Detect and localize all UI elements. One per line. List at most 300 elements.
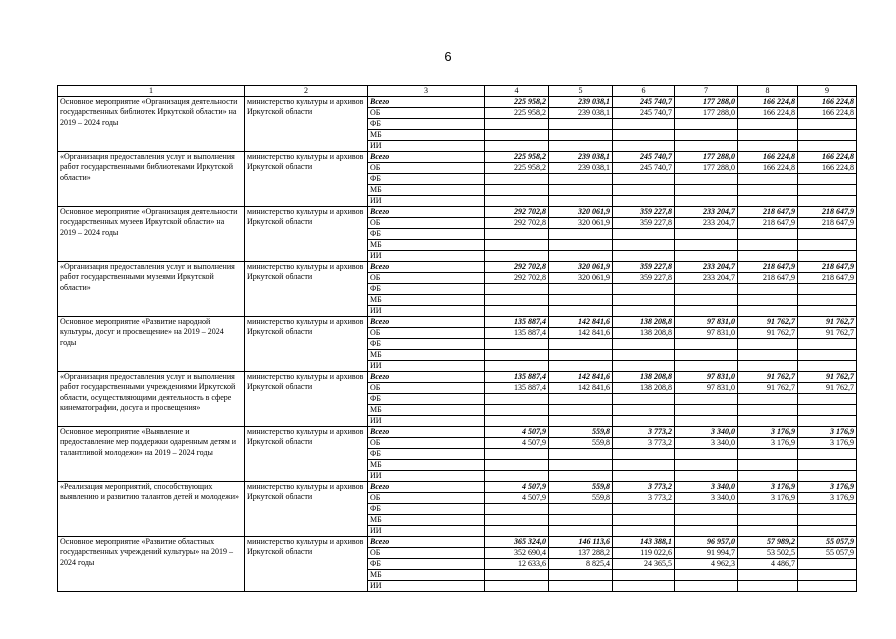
amount-cell (485, 130, 549, 141)
amount-cell (675, 504, 738, 515)
funding-source: Всего (368, 537, 485, 548)
funding-source: ИИ (368, 471, 485, 482)
amount-cell (798, 405, 857, 416)
amount-cell: 177 288,0 (675, 108, 738, 119)
amount-cell (798, 394, 857, 405)
amount-cell: 3 773,2 (613, 493, 675, 504)
amount-cell (675, 240, 738, 251)
amount-cell (613, 581, 675, 592)
funding-source: Всего (368, 262, 485, 273)
amount-cell: 142 841,6 (549, 328, 613, 339)
funding-source: Всего (368, 97, 485, 108)
amount-cell (485, 196, 549, 207)
amount-cell (738, 196, 798, 207)
funding-source: ИИ (368, 141, 485, 152)
funding-source: ОБ (368, 438, 485, 449)
amount-cell (738, 405, 798, 416)
amount-cell: 146 113,6 (549, 537, 613, 548)
amount-cell (549, 284, 613, 295)
amount-cell (613, 449, 675, 460)
amount-cell (738, 251, 798, 262)
activity-name: Основное мероприятие «Организация деятельности государственных библиотек Иркутской области» на 2019 – 2024 годы (58, 97, 245, 152)
page-number: 6 (444, 49, 452, 64)
amount-cell (549, 295, 613, 306)
amount-cell (798, 361, 857, 372)
funding-source: ИИ (368, 581, 485, 592)
amount-cell (549, 196, 613, 207)
amount-cell: 91 762,7 (798, 383, 857, 394)
amount-cell (798, 119, 857, 130)
amount-cell (549, 471, 613, 482)
amount-cell (613, 394, 675, 405)
amount-cell (675, 350, 738, 361)
funding-source: ИИ (368, 416, 485, 427)
funding-source: ФБ (368, 284, 485, 295)
amount-cell (798, 581, 857, 592)
amount-cell: 4 507,9 (485, 482, 549, 493)
amount-cell (613, 570, 675, 581)
amount-cell (798, 130, 857, 141)
table-row (58, 482, 857, 493)
amount-cell (549, 130, 613, 141)
amount-cell: 3 773,2 (613, 427, 675, 438)
amount-cell (549, 361, 613, 372)
amount-cell (798, 185, 857, 196)
funding-source: ОБ (368, 328, 485, 339)
amount-cell: 218 647,9 (798, 262, 857, 273)
amount-cell: 8 825,4 (549, 559, 613, 570)
amount-cell (549, 350, 613, 361)
amount-cell (738, 185, 798, 196)
executor-name: министерство культуры и архивов Иркутской области (245, 97, 368, 152)
amount-cell: 3 340,0 (675, 427, 738, 438)
funding-source: МБ (368, 350, 485, 361)
amount-cell (549, 306, 613, 317)
funding-source: ФБ (368, 119, 485, 130)
amount-cell: 233 204,7 (675, 273, 738, 284)
amount-cell: 218 647,9 (738, 218, 798, 229)
amount-cell (798, 229, 857, 240)
amount-cell: 3 176,9 (738, 438, 798, 449)
executor-name: министерство культуры и архивов Иркутской области (245, 152, 368, 207)
funding-source: ОБ (368, 493, 485, 504)
funding-source: МБ (368, 130, 485, 141)
amount-cell: 559,8 (549, 482, 613, 493)
amount-cell: 135 887,4 (485, 383, 549, 394)
funding-source: ОБ (368, 383, 485, 394)
amount-cell: 3 176,9 (798, 427, 857, 438)
column-number-header: 9 (798, 86, 857, 97)
amount-cell (485, 394, 549, 405)
funding-source: Всего (368, 482, 485, 493)
amount-cell: 138 208,8 (613, 317, 675, 328)
amount-cell: 233 204,7 (675, 207, 738, 218)
amount-cell (675, 581, 738, 592)
amount-cell: 3 176,9 (738, 493, 798, 504)
amount-cell: 365 324,0 (485, 537, 549, 548)
funding-source: Всего (368, 152, 485, 163)
amount-cell (549, 460, 613, 471)
amount-cell (798, 515, 857, 526)
funding-source: Всего (368, 427, 485, 438)
amount-cell: 359 227,8 (613, 207, 675, 218)
amount-cell: 166 224,8 (738, 97, 798, 108)
amount-cell: 292 702,8 (485, 207, 549, 218)
funding-source: МБ (368, 515, 485, 526)
amount-cell (738, 361, 798, 372)
amount-cell (613, 361, 675, 372)
amount-cell (613, 185, 675, 196)
amount-cell (485, 284, 549, 295)
funding-source: Всего (368, 317, 485, 328)
funding-source: ОБ (368, 218, 485, 229)
amount-cell (485, 141, 549, 152)
amount-cell (675, 471, 738, 482)
amount-cell: 97 831,0 (675, 383, 738, 394)
activity-name: Основное мероприятие «Организация деятельности государственных музеев Иркутской области» на 2019 – 2024 годы (58, 207, 245, 262)
amount-cell: 239 038,1 (549, 97, 613, 108)
budget-table (57, 85, 857, 592)
amount-cell (613, 339, 675, 350)
amount-cell: 3 176,9 (798, 482, 857, 493)
table-row (58, 207, 857, 218)
amount-cell (675, 515, 738, 526)
amount-cell (675, 460, 738, 471)
amount-cell (549, 570, 613, 581)
activity-name: «Организация предоставления услуг и выполнения работ государственными библиотеками Иркутской области» (58, 152, 245, 207)
table-row (58, 372, 857, 383)
amount-cell: 4 962,3 (675, 559, 738, 570)
funding-source: Всего (368, 207, 485, 218)
amount-cell (798, 174, 857, 185)
amount-cell: 138 208,8 (613, 383, 675, 394)
amount-cell: 138 208,8 (613, 372, 675, 383)
amount-cell (675, 196, 738, 207)
amount-cell: 3 340,0 (675, 482, 738, 493)
amount-cell (738, 284, 798, 295)
amount-cell (549, 174, 613, 185)
amount-cell (675, 339, 738, 350)
amount-cell (549, 515, 613, 526)
amount-cell: 359 227,8 (613, 273, 675, 284)
amount-cell (485, 339, 549, 350)
amount-cell (549, 251, 613, 262)
amount-cell: 24 365,5 (613, 559, 675, 570)
amount-cell: 233 204,7 (675, 262, 738, 273)
amount-cell: 91 762,7 (798, 317, 857, 328)
amount-cell (613, 229, 675, 240)
amount-cell (798, 251, 857, 262)
amount-cell: 239 038,1 (549, 152, 613, 163)
amount-cell: 57 989,2 (738, 537, 798, 548)
amount-cell: 166 224,8 (798, 97, 857, 108)
executor-name: министерство культуры и архивов Иркутской области (245, 427, 368, 482)
funding-source: ФБ (368, 174, 485, 185)
amount-cell: 3 773,2 (613, 482, 675, 493)
funding-source: МБ (368, 295, 485, 306)
funding-source: ИИ (368, 306, 485, 317)
amount-cell: 218 647,9 (738, 207, 798, 218)
amount-cell (798, 526, 857, 537)
amount-cell: 53 502,5 (738, 548, 798, 559)
column-number-header: 4 (485, 86, 549, 97)
amount-cell (549, 229, 613, 240)
amount-cell (613, 504, 675, 515)
amount-cell (613, 416, 675, 427)
table-row (58, 427, 857, 438)
amount-cell (798, 339, 857, 350)
funding-source: ФБ (368, 449, 485, 460)
amount-cell: 166 224,8 (798, 108, 857, 119)
amount-cell: 4 507,9 (485, 493, 549, 504)
amount-cell (675, 526, 738, 537)
amount-cell (738, 130, 798, 141)
amount-cell (738, 240, 798, 251)
amount-cell: 97 831,0 (675, 372, 738, 383)
executor-name: министерство культуры и архивов Иркутской области (245, 482, 368, 537)
amount-cell (613, 295, 675, 306)
amount-cell (485, 405, 549, 416)
funding-source: МБ (368, 405, 485, 416)
amount-cell: 143 388,1 (613, 537, 675, 548)
amount-cell: 359 227,8 (613, 218, 675, 229)
amount-cell (549, 240, 613, 251)
amount-cell (485, 119, 549, 130)
amount-cell (613, 174, 675, 185)
amount-cell (738, 306, 798, 317)
amount-cell: 320 061,9 (549, 262, 613, 273)
table-row (58, 537, 857, 548)
amount-cell: 4 486,7 (738, 559, 798, 570)
executor-name: министерство культуры и архивов Иркутской области (245, 372, 368, 427)
amount-cell: 320 061,9 (549, 218, 613, 229)
amount-cell (613, 405, 675, 416)
amount-cell (675, 251, 738, 262)
amount-cell: 239 038,1 (549, 163, 613, 174)
amount-cell: 225 958,2 (485, 97, 549, 108)
amount-cell: 166 224,8 (798, 163, 857, 174)
amount-cell: 142 841,6 (549, 317, 613, 328)
amount-cell (798, 295, 857, 306)
amount-cell: 91 994,7 (675, 548, 738, 559)
amount-cell (798, 559, 857, 570)
amount-cell (485, 526, 549, 537)
table-row (58, 262, 857, 273)
amount-cell (675, 416, 738, 427)
amount-cell: 142 841,6 (549, 372, 613, 383)
amount-cell (675, 130, 738, 141)
funding-source: ФБ (368, 559, 485, 570)
amount-cell (613, 460, 675, 471)
amount-cell (613, 471, 675, 482)
amount-cell (738, 229, 798, 240)
amount-cell (549, 416, 613, 427)
amount-cell: 245 740,7 (613, 152, 675, 163)
amount-cell: 559,8 (549, 493, 613, 504)
column-number-header: 8 (738, 86, 798, 97)
amount-cell (798, 196, 857, 207)
amount-cell (798, 570, 857, 581)
activity-name: «Реализация мероприятий, способствующих выявлению и развитию талантов детей и молодежи» (58, 482, 245, 537)
amount-cell: 166 224,8 (738, 152, 798, 163)
amount-cell (613, 130, 675, 141)
amount-cell (798, 504, 857, 515)
amount-cell: 3 340,0 (675, 493, 738, 504)
amount-cell: 138 208,8 (613, 328, 675, 339)
amount-cell (485, 240, 549, 251)
amount-cell (675, 141, 738, 152)
amount-cell: 3 176,9 (798, 438, 857, 449)
amount-cell (738, 295, 798, 306)
amount-cell: 4 507,9 (485, 427, 549, 438)
amount-cell (485, 350, 549, 361)
funding-source: ИИ (368, 251, 485, 262)
amount-cell (613, 119, 675, 130)
amount-cell: 3 176,9 (798, 493, 857, 504)
amount-cell (738, 141, 798, 152)
amount-cell (485, 570, 549, 581)
amount-cell (485, 174, 549, 185)
amount-cell (485, 416, 549, 427)
amount-cell (798, 460, 857, 471)
amount-cell (549, 185, 613, 196)
column-number-header: 5 (549, 86, 613, 97)
amount-cell (738, 350, 798, 361)
executor-name: министерство культуры и архивов Иркутской области (245, 537, 368, 592)
amount-cell (738, 581, 798, 592)
amount-cell (549, 526, 613, 537)
amount-cell: 239 038,1 (549, 108, 613, 119)
amount-cell: 352 690,4 (485, 548, 549, 559)
amount-cell (485, 515, 549, 526)
amount-cell: 177 288,0 (675, 97, 738, 108)
funding-source: ФБ (368, 504, 485, 515)
amount-cell: 3 773,2 (613, 438, 675, 449)
amount-cell: 55 057,9 (798, 537, 857, 548)
funding-source: ОБ (368, 163, 485, 174)
amount-cell (549, 141, 613, 152)
amount-cell (549, 405, 613, 416)
amount-cell: 218 647,9 (798, 207, 857, 218)
funding-source: ИИ (368, 196, 485, 207)
amount-cell (613, 284, 675, 295)
amount-cell: 135 887,4 (485, 372, 549, 383)
funding-source: Всего (368, 372, 485, 383)
funding-source: ИИ (368, 361, 485, 372)
activity-name: Основное мероприятие «Выявление и предоставление мер поддержки одаренным детям и талантливой молодежи» на 2019 – 2024 годы (58, 427, 245, 482)
amount-cell: 91 762,7 (738, 328, 798, 339)
amount-cell: 245 740,7 (613, 163, 675, 174)
amount-cell (485, 581, 549, 592)
amount-cell (675, 119, 738, 130)
column-number-header: 6 (613, 86, 675, 97)
amount-cell: 233 204,7 (675, 218, 738, 229)
amount-cell (675, 306, 738, 317)
amount-cell (485, 251, 549, 262)
amount-cell (549, 394, 613, 405)
amount-cell: 135 887,4 (485, 328, 549, 339)
amount-cell (549, 119, 613, 130)
amount-cell: 292 702,8 (485, 273, 549, 284)
table-row (58, 152, 857, 163)
amount-cell: 3 176,9 (738, 482, 798, 493)
funding-source: ФБ (368, 394, 485, 405)
amount-cell (549, 581, 613, 592)
amount-cell (798, 449, 857, 460)
amount-cell (675, 295, 738, 306)
column-number-header: 1 (58, 86, 245, 97)
amount-cell: 119 022,6 (613, 548, 675, 559)
amount-cell (613, 350, 675, 361)
amount-cell (738, 515, 798, 526)
amount-cell (738, 394, 798, 405)
amount-cell (738, 119, 798, 130)
amount-cell: 177 288,0 (675, 163, 738, 174)
amount-cell (738, 471, 798, 482)
amount-cell (798, 416, 857, 427)
amount-cell (738, 449, 798, 460)
executor-name: министерство культуры и архивов Иркутской области (245, 317, 368, 372)
amount-cell (485, 229, 549, 240)
amount-cell: 166 224,8 (798, 152, 857, 163)
column-number-header: 3 (368, 86, 485, 97)
amount-cell: 91 762,7 (798, 328, 857, 339)
amount-cell (613, 306, 675, 317)
amount-cell (798, 284, 857, 295)
amount-cell: 245 740,7 (613, 108, 675, 119)
amount-cell (613, 196, 675, 207)
table-row (58, 97, 857, 108)
amount-cell: 12 633,6 (485, 559, 549, 570)
amount-cell: 292 702,8 (485, 262, 549, 273)
amount-cell: 177 288,0 (675, 152, 738, 163)
amount-cell: 91 762,7 (738, 317, 798, 328)
amount-cell: 245 740,7 (613, 97, 675, 108)
amount-cell: 3 340,0 (675, 438, 738, 449)
amount-cell: 91 762,7 (738, 372, 798, 383)
amount-cell (738, 526, 798, 537)
executor-name: министерство культуры и архивов Иркутской области (245, 207, 368, 262)
amount-cell (675, 185, 738, 196)
activity-name: Основное мероприятие «Развитие областных государственных учреждений культуры» на 2019 – 2024 годы (58, 537, 245, 592)
amount-cell (675, 174, 738, 185)
amount-cell (798, 141, 857, 152)
amount-cell (485, 460, 549, 471)
amount-cell (738, 504, 798, 515)
amount-cell: 55 057,9 (798, 548, 857, 559)
funding-source: ИИ (368, 526, 485, 537)
amount-cell (485, 504, 549, 515)
amount-cell (613, 251, 675, 262)
amount-cell (485, 449, 549, 460)
amount-cell: 96 957,0 (675, 537, 738, 548)
activity-name: «Организация предоставления услуг и выполнения работ государственными музеями Иркутской области» (58, 262, 245, 317)
amount-cell (738, 174, 798, 185)
amount-cell (549, 339, 613, 350)
amount-cell: 166 224,8 (738, 163, 798, 174)
amount-cell: 142 841,6 (549, 383, 613, 394)
funding-source: ОБ (368, 273, 485, 284)
amount-cell: 218 647,9 (738, 262, 798, 273)
amount-cell (613, 240, 675, 251)
amount-cell (675, 449, 738, 460)
amount-cell: 218 647,9 (798, 273, 857, 284)
funding-source: МБ (368, 240, 485, 251)
amount-cell (485, 185, 549, 196)
amount-cell (798, 350, 857, 361)
amount-cell: 135 887,4 (485, 317, 549, 328)
amount-cell (485, 306, 549, 317)
